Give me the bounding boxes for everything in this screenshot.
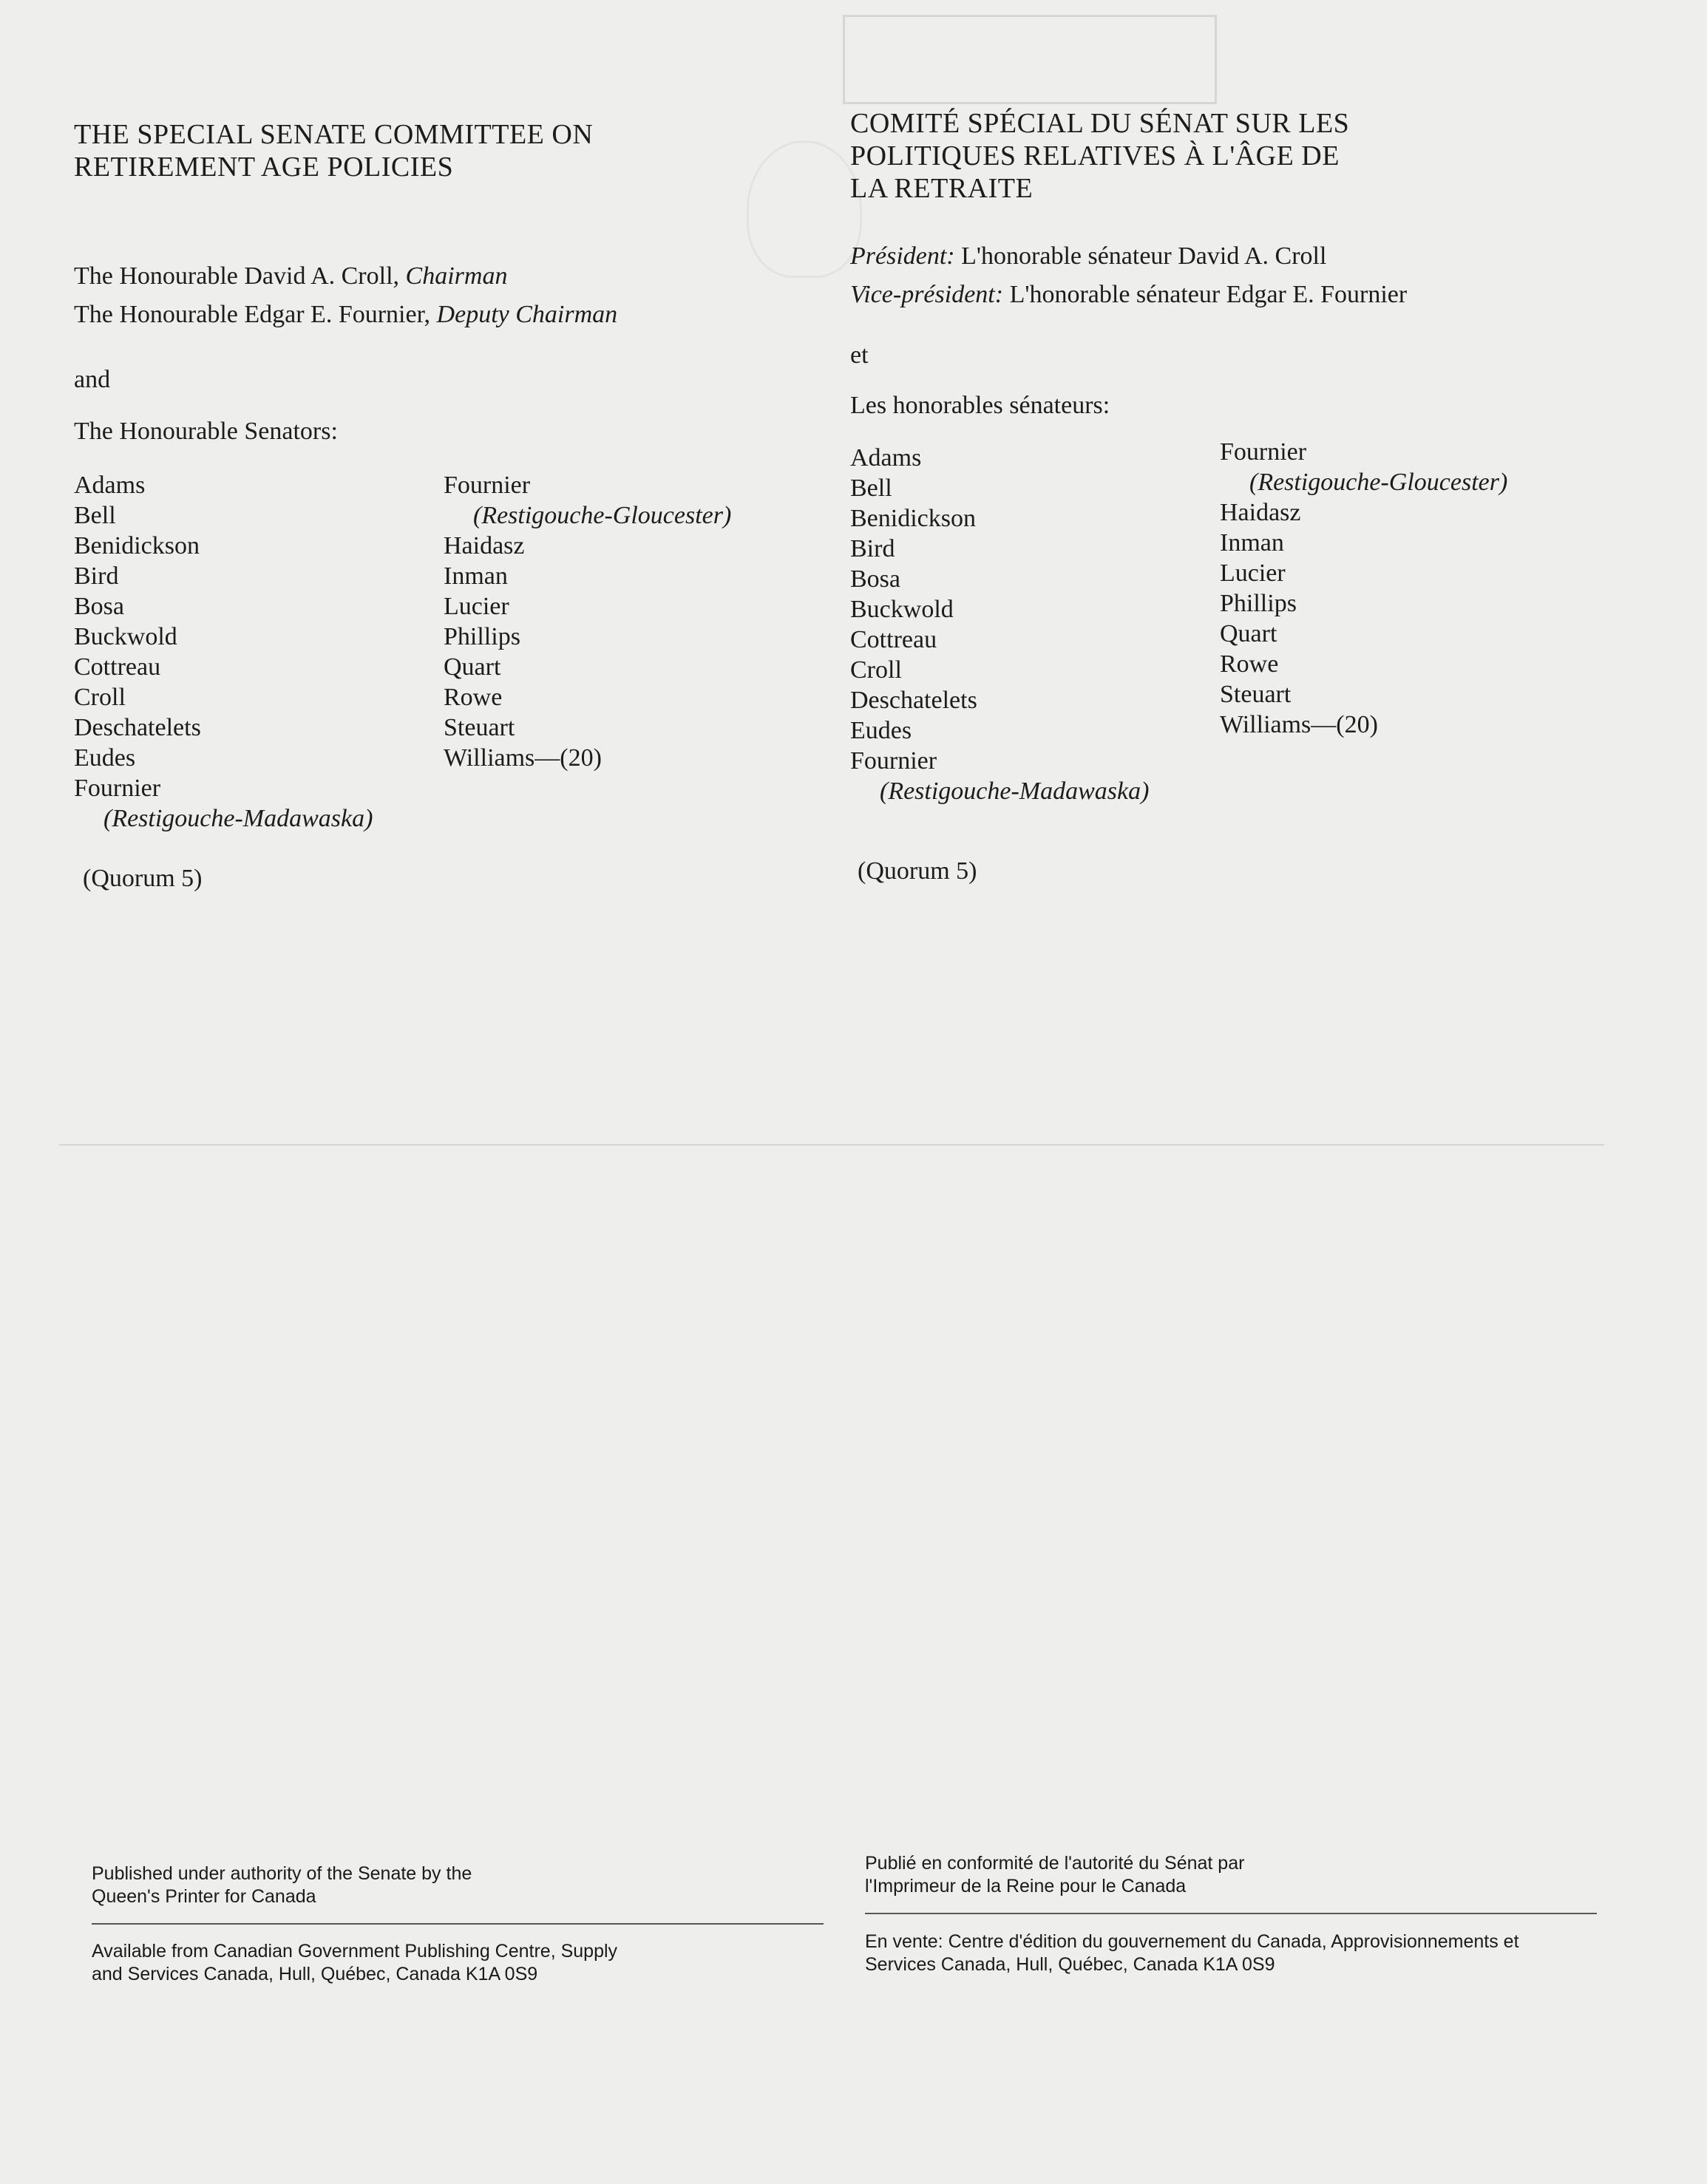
list-item-note: (Restigouche-Madawaska): [103, 805, 373, 832]
list-item: Bird: [74, 562, 119, 590]
english-senators-col2: [444, 470, 731, 773]
french-deputy-chairman: [850, 276, 1604, 314]
list-item: Bell: [850, 474, 892, 502]
list-item: Lucier: [444, 593, 509, 620]
list-item: Haidasz: [444, 532, 525, 559]
list-item: Phillips: [1220, 590, 1297, 617]
list-item: Croll: [74, 684, 126, 711]
list-item: Benidickson: [74, 532, 200, 559]
list-item-note: (Restigouche-Gloucester): [1249, 469, 1508, 496]
english-title: [74, 118, 813, 183]
english-publication-note: [92, 1862, 801, 1908]
french-quorum: (Quorum 5): [858, 857, 977, 885]
english-availability-note: [92, 1940, 831, 1986]
english-quorum: (Quorum 5): [83, 865, 203, 892]
french-chairman-name: L'honorable sénateur David A. Croll: [954, 242, 1327, 270]
french-deputy-role: Vice-président:: [850, 281, 1004, 308]
list-item: Fournier: [1220, 438, 1307, 466]
french-title-line3: LA RETRAITE: [850, 173, 1034, 204]
list-item: Fournier: [74, 775, 161, 802]
list-item: Eudes: [850, 717, 912, 744]
english-deputy-name: The Honourable Edgar E. Fournier,: [74, 301, 437, 328]
list-item: Buckwold: [74, 623, 177, 650]
list-item: Cottreau: [850, 626, 937, 653]
list-item: Williams—(20): [444, 744, 602, 772]
list-item: Cottreau: [74, 653, 161, 681]
list-item: Bosa: [74, 593, 124, 620]
list-item-note: (Restigouche-Gloucester): [473, 502, 732, 529]
english-footer2-line1: Available from Canadian Government Publishing Centre, Supply: [92, 1941, 618, 1962]
french-title-line1: COMITÉ SPÉCIAL DU SÉNAT SUR LES: [850, 108, 1350, 139]
list-item: Rowe: [1220, 650, 1279, 678]
list-item: Quart: [444, 653, 501, 681]
list-item: Rowe: [444, 684, 503, 711]
english-footer1-line2: Queen's Printer for Canada: [92, 1886, 316, 1907]
english-chairman-role: Chairman: [405, 262, 508, 290]
list-item: Steuart: [444, 714, 515, 741]
list-item: Eudes: [74, 744, 136, 772]
french-title-line2: POLITIQUES RELATIVES À L'ÂGE DE: [850, 140, 1340, 171]
list-item-note: (Restigouche-Madawaska): [880, 778, 1150, 805]
french-senators-col1: [850, 443, 1149, 806]
list-item: Adams: [850, 444, 922, 472]
french-publication-note: [865, 1852, 1575, 1898]
english-and: and: [74, 366, 111, 393]
french-availability-note: [865, 1930, 1663, 1976]
english-title-line1: THE SPECIAL SENATE COMMITTEE ON: [74, 119, 594, 150]
french-chairman-role: Président:: [850, 242, 955, 270]
french-senators-col2: [1220, 437, 1507, 740]
list-item: Croll: [850, 656, 902, 684]
french-and: et: [850, 341, 869, 369]
list-item: Steuart: [1220, 681, 1292, 708]
french-footer-divider: [865, 1913, 1597, 1914]
show-through-rule: [59, 1144, 1604, 1146]
english-deputy-chairman: [74, 296, 813, 334]
english-chairman: [74, 257, 813, 296]
list-item: Quart: [1220, 620, 1277, 647]
french-deputy-name: L'honorable sénateur Edgar E. Fournier: [1003, 281, 1408, 308]
english-footer1-line1: Published under authority of the Senate by the: [92, 1863, 472, 1884]
french-footer2-line2: Services Canada, Hull, Québec, Canada K1A 0S9: [865, 1954, 1275, 1975]
english-footer2-line2: and Services Canada, Hull, Québec, Canada K1A 0S9: [92, 1964, 538, 1984]
list-item: Williams—(20): [1220, 711, 1378, 738]
list-item: Fournier: [850, 747, 937, 775]
english-deputy-role: Deputy Chairman: [436, 301, 618, 328]
english-column: [74, 118, 813, 832]
french-chairman: [850, 237, 1604, 276]
english-senators-label: The Honourable Senators:: [74, 418, 338, 445]
list-item: Bird: [850, 535, 895, 562]
list-item: Haidasz: [1220, 499, 1301, 526]
list-item: Bell: [74, 502, 116, 529]
french-footer1-line1: Publié en conformité de l'autorité du Sénat par: [865, 1853, 1245, 1874]
french-footer1-line2: l'Imprimeur de la Reine pour le Canada: [865, 1876, 1187, 1896]
list-item: Adams: [74, 472, 146, 499]
list-item: Inman: [444, 562, 508, 590]
french-column: [850, 107, 1604, 805]
list-item: Phillips: [444, 623, 520, 650]
list-item: Deschatelets: [74, 714, 201, 741]
list-item: Benidickson: [850, 505, 976, 532]
list-item: Fournier: [444, 472, 531, 499]
list-item: Inman: [1220, 529, 1284, 557]
english-senators-col1: [74, 470, 373, 834]
english-title-line2: RETIREMENT AGE POLICIES: [74, 152, 454, 183]
list-item: Deschatelets: [850, 687, 977, 714]
english-chairman-name: The Honourable David A. Croll,: [74, 262, 406, 290]
list-item: Bosa: [850, 565, 900, 593]
list-item: Lucier: [1220, 559, 1286, 587]
show-through-stamp-box: [843, 15, 1217, 104]
french-senators-label: Les honorables sénateurs:: [850, 392, 1110, 419]
list-item: Buckwold: [850, 596, 954, 623]
french-title: [850, 107, 1604, 205]
english-footer-divider: [92, 1923, 824, 1925]
french-footer2-line1: En vente: Centre d'édition du gouvernement du Canada, Approvisionnements et: [865, 1931, 1519, 1952]
